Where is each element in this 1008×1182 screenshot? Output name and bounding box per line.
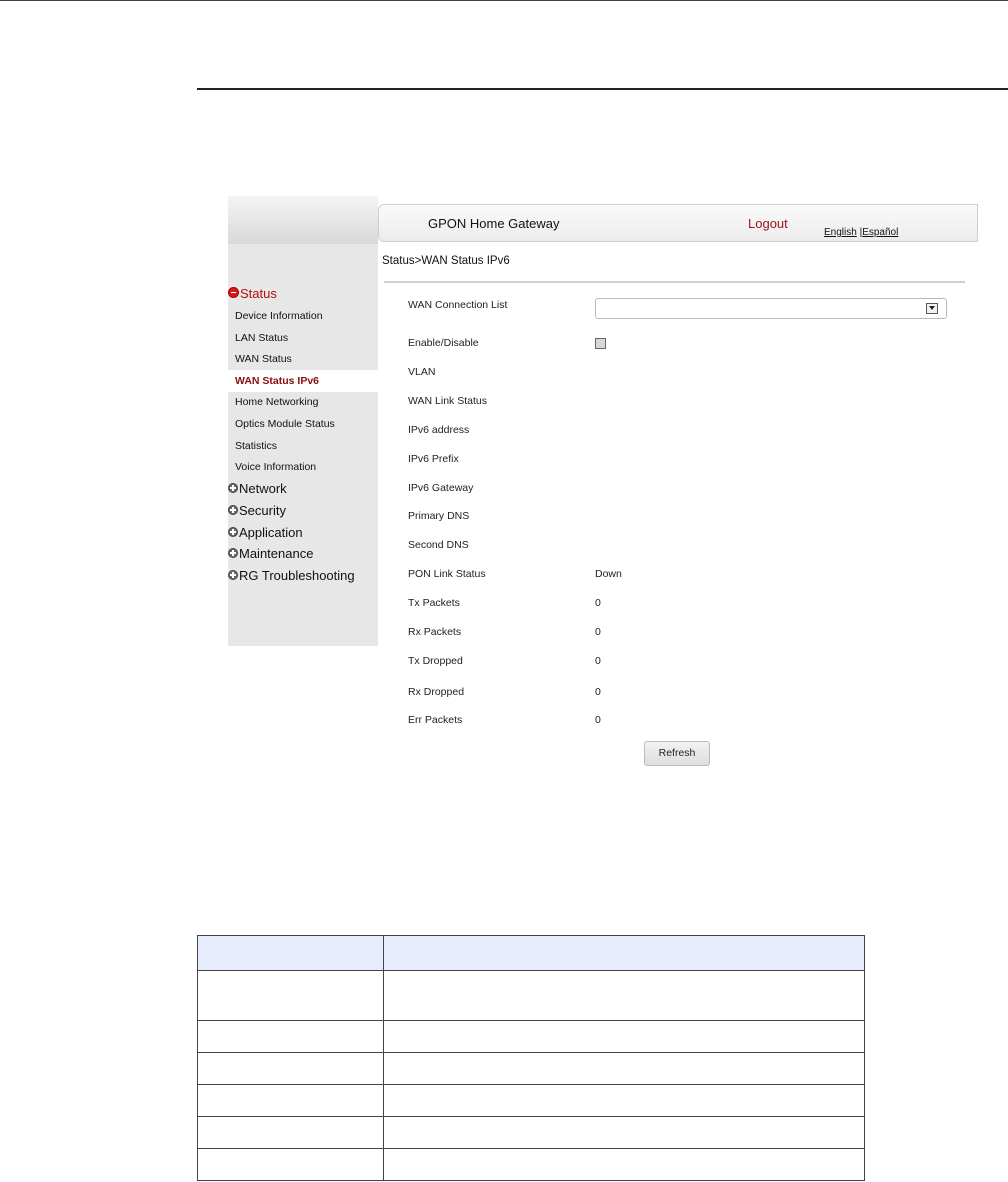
menu-group-network[interactable]: Network xyxy=(228,481,287,496)
menu-item-voice-information[interactable]: Voice Information xyxy=(235,461,317,473)
document-table xyxy=(197,935,865,1181)
expand-icon xyxy=(228,527,238,537)
enable-disable-label: Enable/Disable xyxy=(408,337,479,349)
table-cell xyxy=(198,971,384,1021)
rx-dropped-label: Rx Dropped xyxy=(408,686,465,698)
table-cell xyxy=(198,1117,384,1149)
top-rule xyxy=(0,0,1008,1)
table-cell xyxy=(384,1053,865,1085)
table-header-cell xyxy=(198,936,384,971)
ipv6-address-label: IPv6 address xyxy=(408,424,470,436)
menu-group-rg-troubleshooting[interactable]: RG Troubleshooting xyxy=(228,568,355,583)
tx-dropped-label: Tx Dropped xyxy=(408,655,463,667)
tx-packets-label: Tx Packets xyxy=(408,597,460,609)
spanish-link[interactable]: Español xyxy=(862,227,899,238)
breadcrumb: Status>WAN Status IPv6 xyxy=(382,255,510,267)
menu-item-home-networking[interactable]: Home Networking xyxy=(235,396,319,408)
menu-item-statistics[interactable]: Statistics xyxy=(235,440,278,452)
table-row xyxy=(198,971,865,1021)
expand-icon xyxy=(228,548,238,558)
breadcrumb-divider xyxy=(384,281,965,283)
table-cell xyxy=(384,1149,865,1181)
rx-packets-value: 0 xyxy=(595,626,601,638)
table-cell xyxy=(384,1085,865,1117)
header-bar xyxy=(378,204,978,242)
ipv6-gateway-label: IPv6 Gateway xyxy=(408,482,474,494)
table-header-row xyxy=(198,936,865,971)
wan-connection-select[interactable] xyxy=(595,298,947,319)
menu-item-wan-status[interactable]: WAN Status xyxy=(235,353,292,365)
collapse-icon xyxy=(228,287,239,298)
second-dns-label: Second DNS xyxy=(408,539,469,551)
expand-icon xyxy=(228,570,238,580)
sidebar-header xyxy=(228,196,378,244)
menu-group-status[interactable]: Status xyxy=(228,286,277,301)
vlan-label: VLAN xyxy=(408,366,436,378)
table-row xyxy=(198,1117,865,1149)
menu-group-security[interactable]: Security xyxy=(228,503,286,518)
table-row xyxy=(198,1021,865,1053)
sidebar xyxy=(228,196,378,646)
wan-link-status-label: WAN Link Status xyxy=(408,395,487,407)
table-row xyxy=(198,1149,865,1181)
pon-link-status-label: PON Link Status xyxy=(408,568,486,580)
ipv6-prefix-label: IPv6 Prefix xyxy=(408,453,459,465)
document-rule xyxy=(197,88,1008,90)
menu-item-device-information[interactable]: Device Information xyxy=(235,310,323,322)
table-cell xyxy=(198,1053,384,1085)
chevron-down-icon[interactable] xyxy=(926,303,938,314)
brand-title: GPON Home Gateway xyxy=(428,216,560,231)
expand-icon xyxy=(228,483,238,493)
err-packets-value: 0 xyxy=(595,714,601,726)
primary-dns-label: Primary DNS xyxy=(408,510,470,522)
tx-packets-value: 0 xyxy=(595,597,601,609)
english-link[interactable]: English xyxy=(824,227,857,238)
table-row xyxy=(198,1085,865,1117)
table-header-cell xyxy=(384,936,865,971)
menu-group-application[interactable]: Application xyxy=(228,525,303,540)
menu-item-lan-status[interactable]: LAN Status xyxy=(235,332,289,344)
tx-dropped-value: 0 xyxy=(595,655,601,667)
wan-connection-list-label: WAN Connection List xyxy=(408,299,508,311)
refresh-button[interactable]: Refresh xyxy=(644,741,710,766)
table-cell xyxy=(384,1117,865,1149)
table-cell xyxy=(198,1085,384,1117)
expand-icon xyxy=(228,505,238,515)
logout-link[interactable]: Logout xyxy=(748,216,788,231)
menu-group-maintenance[interactable]: Maintenance xyxy=(228,546,313,561)
rx-dropped-value: 0 xyxy=(595,686,601,698)
table-cell xyxy=(384,971,865,1021)
table-cell xyxy=(198,1021,384,1053)
pon-link-status-value: Down xyxy=(595,568,622,580)
language-switcher xyxy=(824,227,898,238)
rx-packets-label: Rx Packets xyxy=(408,626,462,638)
lang-separator: | xyxy=(859,227,863,238)
err-packets-label: Err Packets xyxy=(408,714,463,726)
enable-checkbox[interactable] xyxy=(595,338,606,349)
menu-item-optics-module-status[interactable]: Optics Module Status xyxy=(235,418,335,430)
table-row xyxy=(198,1053,865,1085)
table-cell xyxy=(384,1021,865,1053)
table-cell xyxy=(198,1149,384,1181)
menu-item-wan-status-ipv6[interactable]: WAN Status IPv6 xyxy=(228,370,378,392)
